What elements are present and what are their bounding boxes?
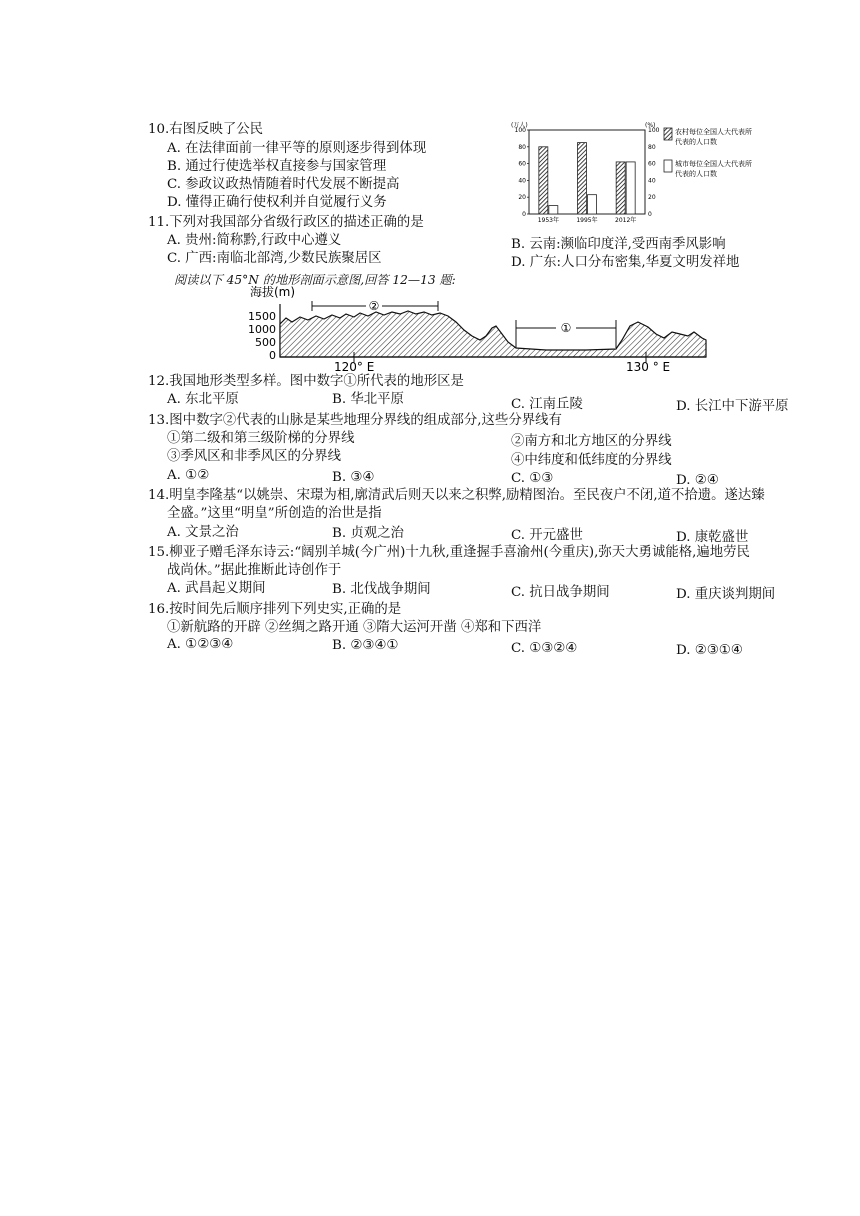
q13-statement-4: ④中纬度和低纬度的分界线 bbox=[511, 453, 672, 468]
q11-option-a: A. 贵州:简称黔,行政中心遵义 bbox=[167, 233, 342, 248]
q13-option-c: C. ①③ bbox=[511, 471, 554, 486]
bar-urban bbox=[588, 195, 597, 214]
bar-urban bbox=[549, 206, 558, 214]
q16-option-d: D. ②③①④ bbox=[676, 643, 743, 658]
profile-intro: 阅读以下 45°N 的地形剖面示意图,回答 12—13 题: bbox=[174, 273, 456, 287]
q12-option-c: C. 江南丘陵 bbox=[511, 397, 583, 412]
q10-option-a: A. 在法律面前一律平等的原则逐步得到体现 bbox=[167, 141, 427, 156]
legend-hatched-swatch bbox=[664, 128, 672, 140]
q16-stem: 16.按时间先后顺序排列下列史实,正确的是 bbox=[148, 602, 402, 617]
q12-option-d: D. 长江中下游平原 bbox=[676, 399, 789, 414]
q10-option-b: B. 通过行使选举权直接参与国家管理 bbox=[167, 159, 387, 174]
chart-right-tick: 40 bbox=[648, 177, 656, 185]
marker1-label: ① bbox=[560, 321, 572, 335]
legend-hatched-line1: 农村每位全国人大代表所 bbox=[675, 128, 752, 136]
legend-open-swatch bbox=[664, 160, 672, 172]
xlabel-130e: 130 ° E bbox=[626, 360, 671, 374]
q11-option-d: D. 广东:人口分布密集,华夏文明发祥地 bbox=[511, 255, 740, 270]
ytick-0: 0 bbox=[269, 349, 276, 362]
bar-urban bbox=[626, 162, 635, 214]
q14-stem-line2: 全盛。”这里“明皇”所创造的治世是指 bbox=[167, 506, 382, 521]
q10-stem: 10.右图反映了公民 bbox=[148, 122, 264, 137]
xlabel-120e: 120° E bbox=[334, 360, 375, 374]
q11-option-c: C. 广西:南临北部湾,少数民族聚居区 bbox=[167, 251, 382, 266]
q11-stem: 11.下列对我国部分省级行政区的描述正确的是 bbox=[148, 215, 424, 230]
q10-option-d: D. 懂得正确行使权利并自觉履行义务 bbox=[167, 195, 387, 210]
chart-left-tick: 80 bbox=[518, 143, 526, 151]
q12-stem: 12.我国地形类型多样。图中数字①所代表的地形区是 bbox=[148, 374, 464, 389]
q14-option-c: C. 开元盛世 bbox=[511, 528, 583, 543]
legend-open-line2: 代表的人口数 bbox=[675, 170, 717, 178]
chart-left-tick: 0 bbox=[522, 211, 526, 218]
q14-stem-line1: 14.明皇李隆基“以姚崇、宋璟为相,廓清武后则天以来之积弊,励精图治。至民夜户不闭,道不拾遗。遂达臻 bbox=[148, 488, 765, 503]
terrain-profile bbox=[246, 282, 716, 374]
q15-option-a: A. 武昌起义期间 bbox=[167, 581, 266, 596]
terrain-silhouette bbox=[280, 311, 706, 357]
chart-left-tick: 40 bbox=[518, 177, 526, 185]
q13-statement-1: ①第二级和第三级阶梯的分界线 bbox=[167, 431, 355, 446]
chart-category-label: 1995年 bbox=[576, 217, 598, 224]
q13-stem: 13.图中数字②代表的山脉是某些地理分界线的组成部分,这些分界线有 bbox=[148, 413, 562, 428]
bar-rural bbox=[616, 162, 625, 214]
chart-category-label: 2012年 bbox=[615, 217, 637, 224]
q10-option-c: C. 参政议政热情随着时代发展不断提高 bbox=[167, 177, 400, 192]
legend-hatched-line2: 代表的人口数 bbox=[675, 138, 717, 146]
legend-open-line1: 城市每位全国人大代表所 bbox=[675, 160, 752, 168]
q13-option-a: A. ①② bbox=[167, 468, 210, 483]
q13-option-d: D. ②④ bbox=[676, 473, 719, 488]
chart-left-unit: (万人) bbox=[511, 122, 528, 129]
ytick-500: 500 bbox=[255, 336, 276, 349]
q15-option-c: C. 抗日战争期间 bbox=[511, 585, 610, 600]
population-bar-chart bbox=[507, 118, 757, 226]
q16-option-b: B. ②③④① bbox=[332, 638, 399, 653]
ytick-1000: 1000 bbox=[248, 323, 276, 336]
chart-left-tick: 100 bbox=[514, 127, 526, 134]
chart-right-tick: 0 bbox=[648, 211, 652, 218]
chart-right-tick: 20 bbox=[648, 194, 656, 202]
q14-option-b: B. 贞观之治 bbox=[332, 526, 404, 541]
bar-rural bbox=[539, 147, 548, 214]
chart-right-unit: (%) bbox=[645, 122, 656, 129]
q12-option-a: A. 东北平原 bbox=[167, 392, 239, 407]
q15-stem-line1: 15.柳亚子赠毛泽东诗云:“阔别羊城(今广州)十九秋,重逢握手喜渝州(今重庆),弥天大勇诚能格,遍地劳民 bbox=[148, 545, 750, 560]
q15-option-b: B. 北伐战争期间 bbox=[332, 582, 431, 597]
profile-ylabel: 海拔(m) bbox=[250, 285, 296, 299]
q14-option-d: D. 康乾盛世 bbox=[676, 530, 749, 545]
ytick-1500: 1500 bbox=[248, 310, 276, 323]
q16-option-c: C. ①③②④ bbox=[511, 641, 578, 656]
chart-left-tick: 20 bbox=[518, 194, 526, 202]
q14-option-a: A. 文景之治 bbox=[167, 525, 239, 540]
bar-rural bbox=[578, 143, 587, 214]
chart-right-tick: 80 bbox=[648, 143, 656, 151]
q13-statement-3: ③季风区和非季风区的分界线 bbox=[167, 449, 342, 464]
q16-items: ①新航路的开辟 ②丝绸之路开通 ③隋大运河开凿 ④郑和下西洋 bbox=[167, 620, 542, 635]
q13-statement-2: ②南方和北方地区的分界线 bbox=[511, 434, 672, 449]
chart-right-tick: 60 bbox=[648, 160, 656, 168]
chart-category-label: 1953年 bbox=[537, 217, 559, 224]
marker2-label: ② bbox=[368, 299, 380, 313]
q13-option-b: B. ③④ bbox=[332, 470, 375, 485]
q12-option-b: B. 华北平原 bbox=[332, 392, 404, 407]
q15-stem-line2: 战尚休。”据此推断此诗创作于 bbox=[167, 563, 342, 578]
chart-right-tick: 100 bbox=[648, 127, 660, 134]
q15-option-d: D. 重庆谈判期间 bbox=[676, 587, 776, 602]
q11-option-b: B. 云南:濒临印度洋,受西南季风影响 bbox=[511, 237, 726, 252]
chart-left-tick: 60 bbox=[518, 160, 526, 168]
q16-option-a: A. ①②③④ bbox=[167, 637, 234, 652]
